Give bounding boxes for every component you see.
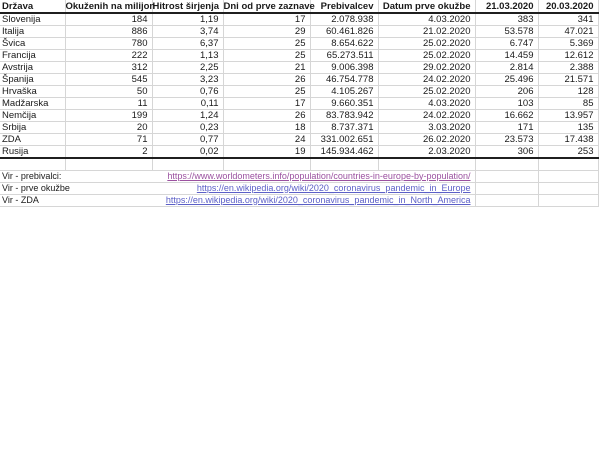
- cell[interactable]: 25.02.2020: [378, 38, 475, 50]
- header-row: [0, 0, 598, 13]
- cell[interactable]: 12.612: [538, 50, 598, 62]
- cell[interactable]: 25: [223, 50, 310, 62]
- cell[interactable]: 0,77: [152, 134, 223, 146]
- cell[interactable]: 25.02.2020: [378, 50, 475, 62]
- cell[interactable]: 886: [65, 26, 152, 38]
- cell[interactable]: 2,25: [152, 62, 223, 74]
- cell[interactable]: 341: [538, 13, 598, 26]
- cell[interactable]: 24.02.2020: [378, 110, 475, 122]
- cell[interactable]: [538, 170, 598, 182]
- cell[interactable]: 53.578: [475, 26, 538, 38]
- cell[interactable]: 47.021: [538, 26, 598, 38]
- cell[interactable]: 60.461.826: [310, 26, 378, 38]
- cell[interactable]: 25.496: [475, 74, 538, 86]
- cell[interactable]: 2.814: [475, 62, 538, 74]
- cell[interactable]: [538, 194, 598, 206]
- cell[interactable]: 9.006.398: [310, 62, 378, 74]
- cell-country[interactable]: Španija: [0, 74, 65, 86]
- cell[interactable]: 222: [65, 50, 152, 62]
- cell-country[interactable]: Hrvaška: [0, 86, 65, 98]
- cell[interactable]: 20: [65, 122, 152, 134]
- cell[interactable]: 50: [65, 86, 152, 98]
- data-table: [0, 0, 599, 207]
- cell[interactable]: 253: [538, 146, 598, 159]
- cell[interactable]: [310, 158, 378, 170]
- cell-country[interactable]: Nemčija: [0, 110, 65, 122]
- cell-country[interactable]: Švica: [0, 38, 65, 50]
- cell[interactable]: 171: [475, 122, 538, 134]
- cell[interactable]: 29: [223, 26, 310, 38]
- cell-country[interactable]: ZDA: [0, 134, 65, 146]
- cell[interactable]: 383: [475, 13, 538, 26]
- cell[interactable]: 24.02.2020: [378, 74, 475, 86]
- cell[interactable]: 11: [65, 98, 152, 110]
- cell[interactable]: 2: [65, 146, 152, 159]
- cell[interactable]: 25: [223, 38, 310, 50]
- cell[interactable]: 331.002.651: [310, 134, 378, 146]
- source-label-cell[interactable]: Vir - prebivalci:: [0, 170, 65, 182]
- column-header-prebivalcev[interactable]: Prebivalcev: [310, 0, 378, 13]
- cell[interactable]: [65, 158, 152, 170]
- column-header-21-03-2020[interactable]: 21.03.2020: [475, 0, 538, 13]
- cell[interactable]: 8.654.622: [310, 38, 378, 50]
- table-row-rusija: [0, 146, 598, 159]
- cell[interactable]: 9.660.351: [310, 98, 378, 110]
- table-row-srbija: [0, 122, 598, 134]
- cell-country[interactable]: Rusija: [0, 146, 65, 159]
- cell[interactable]: 46.754.778: [310, 74, 378, 86]
- cell[interactable]: 25: [223, 86, 310, 98]
- cell-country[interactable]: Srbija: [0, 122, 65, 134]
- cell[interactable]: [475, 194, 538, 206]
- cell[interactable]: [223, 158, 310, 170]
- cell[interactable]: 23.573: [475, 134, 538, 146]
- cell[interactable]: 0,11: [152, 98, 223, 110]
- cell[interactable]: 17: [223, 13, 310, 26]
- cell[interactable]: 0,23: [152, 122, 223, 134]
- source-link-prve-okuzbe[interactable]: https://en.wikipedia.org/wiki/2020_coronavirus_pandemic_in_Europe: [196, 182, 471, 193]
- table-row-svica: [0, 38, 598, 50]
- cell[interactable]: 83.783.942: [310, 110, 378, 122]
- cell-country[interactable]: Italija: [0, 26, 65, 38]
- cell-country[interactable]: Francija: [0, 50, 65, 62]
- cell[interactable]: 3.03.2020: [378, 122, 475, 134]
- source-link-prebivalci[interactable]: https://www.worldometers.info/population/countries-in-europe-by-population/: [167, 170, 471, 181]
- cell-country[interactable]: Avstrija: [0, 62, 65, 74]
- cell[interactable]: 2.388: [538, 62, 598, 74]
- cell[interactable]: 3,23: [152, 74, 223, 86]
- cell[interactable]: 25.02.2020: [378, 86, 475, 98]
- cell-country[interactable]: Madžarska: [0, 98, 65, 110]
- source-row-prve-okuzbe: [0, 182, 598, 194]
- source-link-cell[interactable]: [65, 182, 475, 194]
- column-header-okuzenih-na-milijon[interactable]: Okuženih na milijon: [65, 0, 156, 12]
- cell[interactable]: 135: [538, 122, 598, 134]
- cell[interactable]: [378, 158, 475, 170]
- cell[interactable]: 2.078.938: [310, 13, 378, 26]
- source-link-cell[interactable]: [65, 170, 475, 182]
- cell[interactable]: 17: [223, 98, 310, 110]
- cell[interactable]: [538, 182, 598, 194]
- cell[interactable]: 6,37: [152, 38, 223, 50]
- source-label-cell[interactable]: Vir - ZDA: [0, 194, 65, 206]
- cell[interactable]: 16.662: [475, 110, 538, 122]
- cell[interactable]: 1,19: [152, 13, 223, 26]
- column-header-dni-od-prve-zaznave[interactable]: Dni od prve zaznave: [223, 0, 315, 12]
- cell[interactable]: 29.02.2020: [378, 62, 475, 74]
- source-row-zda: [0, 194, 598, 206]
- table-row-slovenija: [0, 13, 598, 26]
- column-header-drzava[interactable]: Država: [0, 0, 65, 13]
- cell[interactable]: 128: [538, 86, 598, 98]
- cell[interactable]: 545: [65, 74, 152, 86]
- cell[interactable]: 0,02: [152, 146, 223, 159]
- cell[interactable]: 103: [475, 98, 538, 110]
- cell[interactable]: 145.934.462: [310, 146, 378, 159]
- cell[interactable]: [538, 158, 598, 170]
- cell[interactable]: [475, 182, 538, 194]
- table-row-zda: [0, 134, 598, 146]
- table-row-italija: [0, 26, 598, 38]
- empty-row: [0, 158, 598, 170]
- cell[interactable]: 2.03.2020: [378, 146, 475, 159]
- cell[interactable]: 26.02.2020: [378, 134, 475, 146]
- cell[interactable]: 206: [475, 86, 538, 98]
- source-label-cell[interactable]: Vir - prve okužbe: [2, 182, 70, 193]
- cell[interactable]: [475, 170, 538, 182]
- cell[interactable]: 24: [223, 134, 310, 146]
- cell[interactable]: 312: [65, 62, 152, 74]
- table-row-avstrija: [0, 62, 598, 74]
- cell[interactable]: 71: [65, 134, 152, 146]
- cell[interactable]: 21.02.2020: [378, 26, 475, 38]
- cell[interactable]: 14.459: [475, 50, 538, 62]
- source-link-zda[interactable]: https://en.wikipedia.org/wiki/2020_coronavirus_pandemic_in_North_America: [165, 194, 471, 205]
- cell[interactable]: 17.438: [538, 134, 598, 146]
- table-row-madzarska: [0, 98, 598, 110]
- table-row-spanija: [0, 74, 598, 86]
- cell[interactable]: 5.369: [538, 38, 598, 50]
- cell[interactable]: 199: [65, 110, 152, 122]
- cell[interactable]: 184: [65, 13, 152, 26]
- column-header-datum-prve-okuzbe[interactable]: Datum prve okužbe: [378, 0, 475, 13]
- cell[interactable]: 85: [538, 98, 598, 110]
- cell[interactable]: 306: [475, 146, 538, 159]
- table-row-francija: [0, 50, 598, 62]
- cell[interactable]: 26: [223, 110, 310, 122]
- cell-country[interactable]: Slovenija: [0, 13, 65, 26]
- cell[interactable]: 19: [223, 146, 310, 159]
- cell[interactable]: 21.571: [538, 74, 598, 86]
- cell[interactable]: 780: [65, 38, 152, 50]
- cell[interactable]: 6.747: [475, 38, 538, 50]
- cell[interactable]: 4.03.2020: [378, 13, 475, 26]
- cell[interactable]: 0,76: [152, 86, 223, 98]
- source-row-prebivalci: [0, 170, 598, 182]
- cell[interactable]: [475, 158, 538, 170]
- cell[interactable]: 18: [223, 122, 310, 134]
- cell[interactable]: 13.957: [538, 110, 598, 122]
- cell[interactable]: 1,13: [152, 50, 223, 62]
- source-link-cell[interactable]: [65, 194, 475, 206]
- cell[interactable]: 1,24: [152, 110, 223, 122]
- cell[interactable]: [0, 158, 65, 170]
- table-row-hrvaska: [0, 86, 598, 98]
- cell[interactable]: 26: [223, 74, 310, 86]
- cell[interactable]: 8.737.371: [310, 122, 378, 134]
- table-row-nemcija: [0, 110, 598, 122]
- cell[interactable]: 21: [223, 62, 310, 74]
- cell[interactable]: 4.03.2020: [378, 98, 475, 110]
- cell[interactable]: 4.105.267: [310, 86, 378, 98]
- cell[interactable]: 3,74: [152, 26, 223, 38]
- column-header-hitrost-sirjenja[interactable]: Hitrost širjenja: [152, 0, 223, 13]
- cell[interactable]: 65.273.511: [310, 50, 378, 62]
- cell[interactable]: [152, 158, 223, 170]
- column-header-20-03-2020[interactable]: 20.03.2020: [538, 0, 598, 13]
